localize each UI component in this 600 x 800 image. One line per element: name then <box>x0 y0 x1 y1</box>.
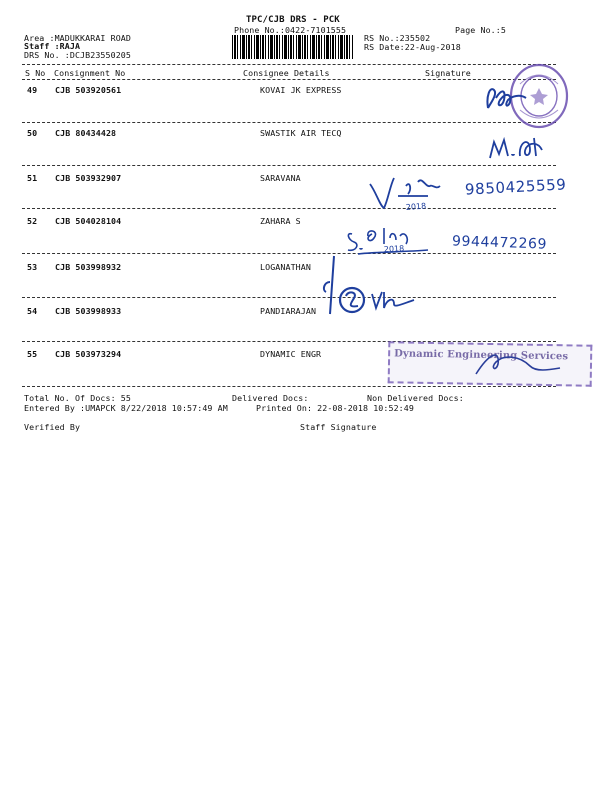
entered-by: Entered By :UMAPCK 8/22/2018 10:57:49 AM <box>24 403 228 413</box>
signature-row-51 <box>366 172 462 216</box>
handwritten-phone-row-52: 9944472269 <box>451 233 548 253</box>
rs-number: RS No.:235502 <box>364 33 431 43</box>
row-sno: 50 <box>27 128 38 138</box>
staff-signature: Staff Signature <box>300 422 377 432</box>
header-rule-top <box>22 64 556 65</box>
row-consignee: SWASTIK AIR TECQ <box>260 128 342 138</box>
svg-text:2018: 2018 <box>405 201 427 212</box>
row-consignee: PANDIARAJAN <box>260 306 317 316</box>
row-consignee: DYNAMIC ENGR <box>260 349 322 359</box>
row-consignment: CJB 503998933 <box>55 306 122 316</box>
handwritten-phone-row-51: 9850425559 <box>464 175 567 199</box>
row-divider <box>22 386 556 387</box>
row-consignment: CJB 503920561 <box>55 85 122 95</box>
row-sno: 51 <box>27 173 38 183</box>
row-divider <box>22 122 556 123</box>
row-consignment: CJB 503932907 <box>55 173 122 183</box>
row-consignment: CJB 80434428 <box>55 128 117 138</box>
non-delivered-docs: Non Delivered Docs: <box>367 393 464 403</box>
area-label: Area :MADUKKARAI ROAD <box>24 33 131 43</box>
row-consignment: CJB 503998932 <box>55 262 122 272</box>
row-divider <box>22 297 556 298</box>
row-sno: 54 <box>27 306 38 316</box>
row-divider <box>22 165 556 166</box>
col-consignee: Consignee Details <box>243 68 330 78</box>
row-consignee: ZAHARA S <box>260 216 301 226</box>
signature-row-49 <box>482 82 532 116</box>
col-sno: S No <box>25 68 46 78</box>
row-divider <box>22 253 556 254</box>
row-sno: 49 <box>27 85 38 95</box>
delivered-docs: Delivered Docs: <box>232 393 309 403</box>
row-consignee: SARAVANA <box>260 173 301 183</box>
row-consignment: CJB 503973294 <box>55 349 122 359</box>
rect-stamp-text: Dynamic Engineering Services <box>394 348 569 363</box>
signature-row-53-54 <box>318 252 422 324</box>
row-sno: 53 <box>27 262 38 272</box>
row-consignee: KOVAI JK EXPRESS <box>260 85 342 95</box>
printed-on: Printed On: 22-08-2018 10:52:49 <box>256 403 414 413</box>
rs-date: RS Date:22-Aug-2018 <box>364 42 461 52</box>
col-signature: Signature <box>425 68 471 78</box>
document-title: TPC/CJB DRS - PCK <box>246 15 340 25</box>
staff-label: Staff :RAJA <box>24 41 81 51</box>
signature-row-50 <box>486 132 552 164</box>
row-sno: 55 <box>27 349 38 359</box>
row-consignee: LOGANATHAN <box>260 262 311 272</box>
row-consignment: CJB 504028104 <box>55 216 122 226</box>
page-number: Page No.:5 <box>455 25 506 35</box>
row-divider <box>22 208 556 209</box>
row-sno: 52 <box>27 216 38 226</box>
col-consignment: Consignment No <box>54 68 126 78</box>
barcode <box>232 35 354 59</box>
signature-row-55 <box>470 346 570 382</box>
verified-by: Verified By <box>24 422 81 432</box>
svg-text:2018: 2018 <box>383 243 405 254</box>
total-docs: Total No. Of Docs: 55 <box>24 393 131 403</box>
drs-number: DRS No. :DCJB23550205 <box>24 50 131 60</box>
header-rule-bottom <box>22 79 556 80</box>
phone-number: Phone No.:0422-7101555 <box>234 25 347 35</box>
